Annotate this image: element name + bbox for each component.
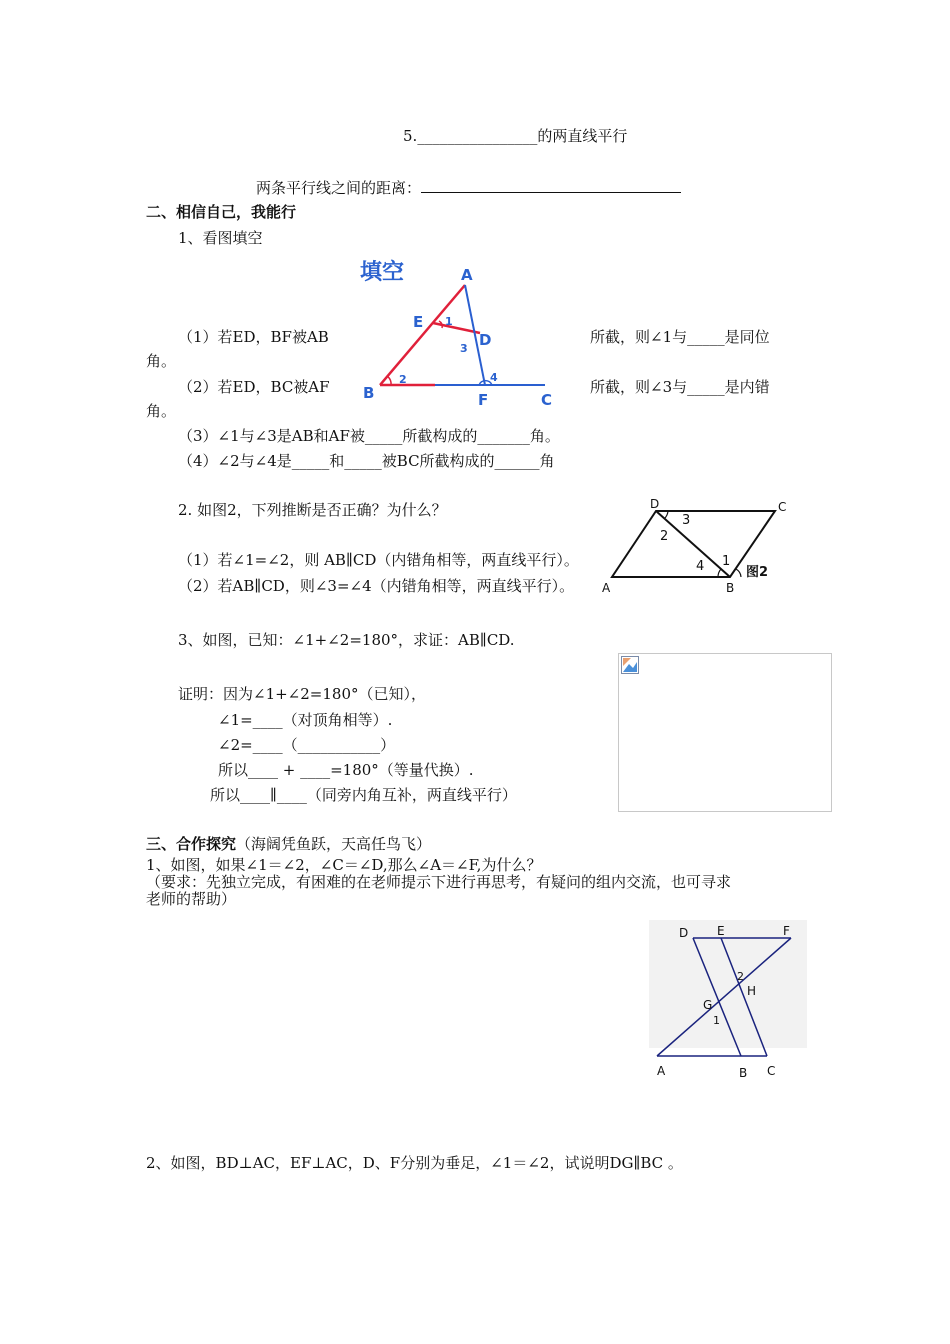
distance-label: 两条平行线之间的距离：	[256, 179, 422, 197]
q3-title: 3、如图，已知：∠1+∠2=180°，求证：AB∥CD.	[178, 631, 515, 649]
item5-blank: ________________	[417, 127, 538, 145]
label-angle3: 3	[460, 342, 468, 355]
z-label-angle2: 2	[737, 970, 744, 983]
q2-line1: （1）若∠1=∠2，则 AB∥CD（内错角相等，两直线平行）。	[178, 551, 579, 569]
z-label-d: D	[679, 926, 689, 940]
p-label-angle3: 3	[682, 513, 691, 528]
label-e: E	[413, 313, 424, 331]
q3-proof-3: ∠2=____（___________）	[218, 736, 396, 754]
p-label-angle4: 4	[696, 559, 705, 574]
s3-q2: 2、如图，BD⊥AC，EF⊥AC，D、F分别为垂足，∠1＝∠2，试说明DG∥BC 。	[146, 1154, 683, 1172]
q2-line2: （2）若AB∥CD，则∠3=∠4（内错角相等，两直线平行）。	[178, 577, 575, 595]
q1-line1-wrap: 角。	[146, 352, 177, 370]
s3-req1: （要求：先独立完成，有困难的在老师提示下进行再思考，有疑问的组内交流，也可寻求	[146, 873, 732, 891]
item5-prefix: 5.	[403, 127, 418, 145]
q1-title: 1、看图填空	[178, 229, 263, 247]
p-label-angle2: 2	[660, 529, 669, 544]
s3-q1: 1、如图，如果∠1＝∠2，∠C＝∠D,那么∠A＝∠F,为什么？	[146, 856, 542, 874]
z-label-b: B	[739, 1066, 748, 1080]
q3-proof-2: ∠1=____（对顶角相等）.	[218, 711, 393, 729]
z-label-g: G	[703, 998, 713, 1012]
label-b: B	[363, 384, 375, 402]
section3-heading-bold: 三、合作探究	[146, 835, 237, 853]
broken-image-icon	[621, 656, 639, 674]
item5-suffix: 的两直线平行	[537, 127, 628, 145]
label-d: D	[479, 331, 492, 349]
s3-req2: 老师的帮助）	[146, 890, 237, 908]
section3-heading	[146, 834, 431, 854]
section3-heading-rest: （海阔凭鱼跃，天高任鸟飞）	[236, 835, 432, 853]
label-angle4: 4	[490, 371, 498, 384]
q3-proof-5: 所以____∥____（同旁内角互补，两直线平行）	[210, 786, 517, 804]
q2-title: 2. 如图2，下列推断是否正确？为什么？	[178, 501, 447, 519]
section2-heading: 二、相信自己，我能行	[146, 203, 297, 221]
z-label-a: A	[657, 1064, 666, 1078]
z-label-f: F	[783, 924, 790, 938]
distance-blank-rule	[421, 178, 681, 193]
p-label-a: A	[602, 581, 611, 595]
label-angle1: 1	[445, 315, 453, 328]
distance-line	[256, 178, 681, 198]
p-label-c: C	[778, 500, 787, 514]
fig2-caption: 图2	[746, 565, 769, 580]
line-ab	[380, 285, 465, 385]
label-f: F	[478, 391, 489, 409]
q1-line1-right: 所截，则∠1与_____是同位	[590, 328, 770, 346]
z-label-c: C	[767, 1064, 776, 1078]
angle4-mark-p	[718, 569, 721, 577]
q3-proof-1: 证明：因为∠1+∠2=180°（已知），	[178, 685, 426, 703]
q1-line2-left: （2）若ED，BC被AF	[178, 378, 330, 396]
broken-image-placeholder	[618, 653, 832, 812]
q1-line2-wrap: 角。	[146, 402, 177, 420]
q1-line2-right: 所截，则∠3与_____是内错	[590, 378, 770, 396]
label-angle2: 2	[399, 373, 407, 386]
z-figure	[645, 920, 815, 1085]
figure-shading	[649, 920, 807, 1048]
q1-line4: （4）∠2与∠4是_____和_____被BC所截构成的______角	[178, 452, 555, 470]
z-label-angle1: 1	[713, 1014, 720, 1027]
parallelogram-figure	[600, 495, 810, 595]
item5-line	[403, 126, 627, 146]
angle1-mark-p	[736, 569, 741, 577]
z-label-e: E	[717, 924, 725, 938]
p-label-d: D	[650, 497, 660, 511]
z-label-h: H	[747, 984, 757, 998]
fig-title: 填空	[360, 260, 405, 285]
angle3-mark	[664, 511, 668, 519]
q3-proof-4: 所以____ + ____=180°（等量代换）.	[218, 761, 474, 779]
q1-line3: （3）∠1与∠3是AB和AF被_____所截构成的_______角。	[178, 427, 560, 445]
p-label-b: B	[726, 581, 735, 595]
label-c: C	[541, 391, 553, 409]
p-label-angle1: 1	[722, 554, 731, 569]
diagonal-db	[656, 511, 730, 577]
label-a: A	[461, 266, 473, 284]
angle2-mark	[387, 376, 391, 385]
triangle-figure	[355, 255, 555, 410]
q1-line1-left: （1）若ED，BF被AB	[178, 328, 329, 346]
